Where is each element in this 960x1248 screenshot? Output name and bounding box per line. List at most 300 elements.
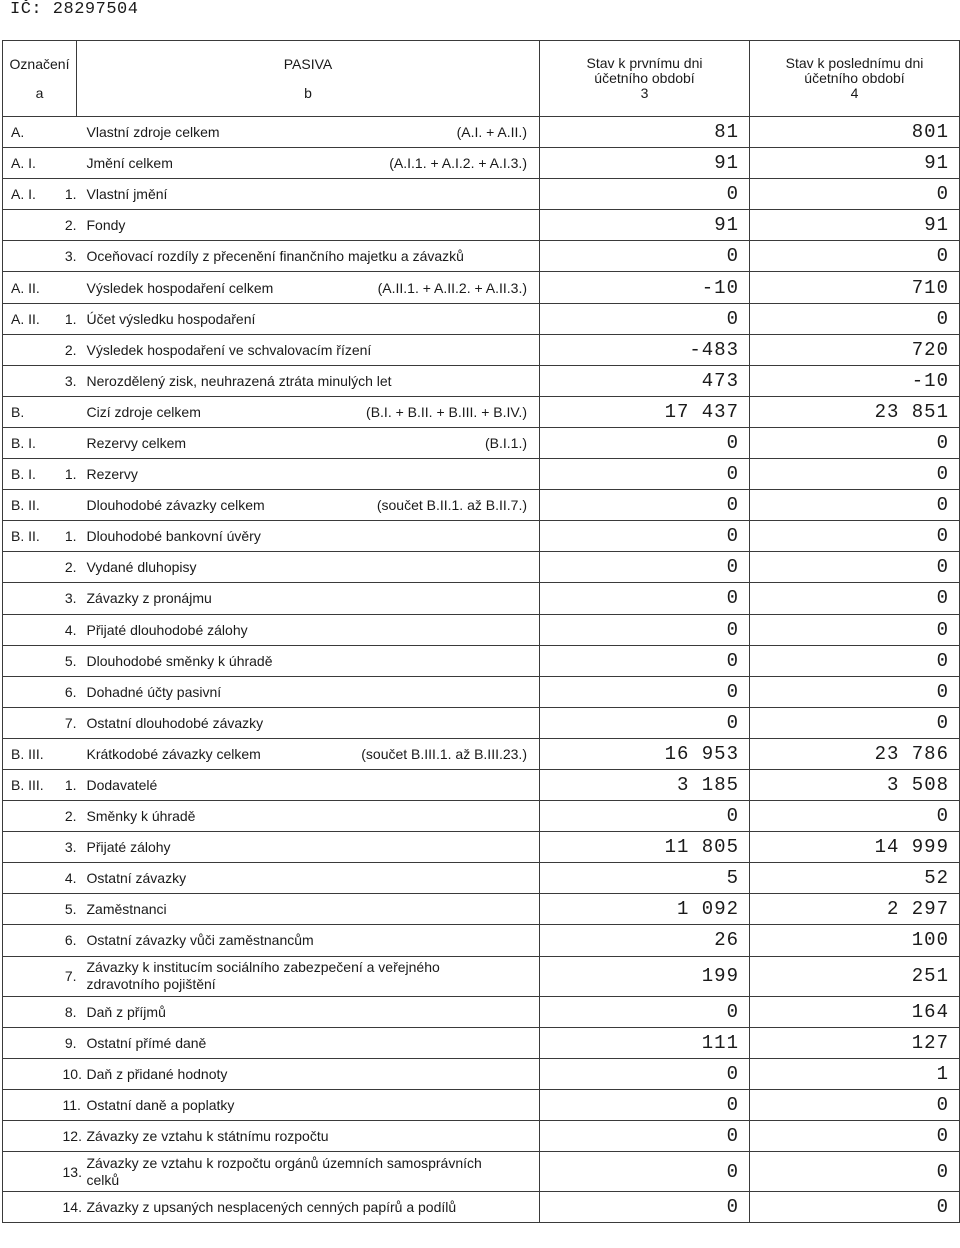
row-code-group xyxy=(3,968,63,984)
header-first-day xyxy=(540,41,750,117)
row-code-group xyxy=(3,1164,63,1180)
row-value-first-day: 91 xyxy=(540,148,750,179)
row-code-item: 3. xyxy=(64,839,77,856)
table-row xyxy=(3,552,960,583)
row-name: Ostatní závazky xyxy=(86,870,187,887)
row-value-first-day: -10 xyxy=(540,272,750,303)
row-code xyxy=(3,179,77,210)
row-value-last-day: 0 xyxy=(750,676,960,707)
row-value-first-day: 1 092 xyxy=(540,894,750,925)
row-value-first-day: 0 xyxy=(540,241,750,272)
row-value-last-day: 52 xyxy=(750,863,960,894)
row-label xyxy=(77,272,540,303)
table-row xyxy=(3,210,960,241)
table-row xyxy=(3,863,960,894)
table-row xyxy=(3,1192,960,1223)
row-code xyxy=(3,334,77,365)
row-value-first-day: 0 xyxy=(540,1089,750,1120)
row-value-last-day: 720 xyxy=(750,334,960,365)
row-code xyxy=(3,925,77,956)
row-code-item: 4. xyxy=(64,621,77,638)
row-code-item: 1. xyxy=(64,777,77,794)
row-code-item: 1. xyxy=(64,466,77,483)
row-label xyxy=(77,334,540,365)
row-code-group xyxy=(3,715,63,731)
row-value-last-day: 14 999 xyxy=(750,832,960,863)
row-value-last-day: 801 xyxy=(750,117,960,148)
table-row xyxy=(3,303,960,334)
row-label xyxy=(77,459,540,490)
row-code-group: B. I. xyxy=(11,434,36,451)
row-code xyxy=(3,956,77,996)
row-code xyxy=(3,1152,82,1192)
row-code xyxy=(3,894,77,925)
row-code xyxy=(3,148,77,179)
row-value-first-day: 0 xyxy=(540,490,750,521)
row-code-group xyxy=(3,653,63,669)
row-value-last-day: 0 xyxy=(750,801,960,832)
row-name: Jmění celkem xyxy=(86,155,173,172)
row-value-first-day: 11 805 xyxy=(540,832,750,863)
row-code xyxy=(3,832,77,863)
row-code-item: 1. xyxy=(64,186,77,203)
header-first-day-title: Stav k prvnímu dni účetního období xyxy=(586,55,703,86)
row-name: Rezervy xyxy=(86,466,138,483)
row-value-first-day: 199 xyxy=(540,956,750,996)
table-row xyxy=(3,676,960,707)
row-value-last-day: 0 xyxy=(750,303,960,334)
row-name: Účet výsledku hospodaření xyxy=(86,310,256,327)
table-row xyxy=(3,769,960,800)
row-value-first-day: 81 xyxy=(540,117,750,148)
row-code-item xyxy=(63,497,77,513)
row-name: Závazky z upsaných nesplacených cenných papírů a podílů xyxy=(86,1199,457,1216)
row-value-last-day: 0 xyxy=(750,427,960,458)
row-label xyxy=(77,490,540,521)
row-name: Výsledek hospodaření celkem xyxy=(86,279,274,296)
row-label xyxy=(77,894,540,925)
row-value-first-day: 0 xyxy=(540,1058,750,1089)
row-code-group: A. I. xyxy=(11,155,36,172)
row-value-last-day: 0 xyxy=(750,459,960,490)
row-code xyxy=(3,801,77,832)
row-label xyxy=(77,1058,540,1089)
row-code xyxy=(3,738,77,769)
row-value-first-day: 473 xyxy=(540,365,750,396)
row-name: Přijaté zálohy xyxy=(86,839,171,856)
table-row xyxy=(3,365,960,396)
row-code xyxy=(3,769,77,800)
row-code xyxy=(3,210,77,241)
row-label xyxy=(77,117,540,148)
row-value-first-day: 3 185 xyxy=(540,769,750,800)
row-value-first-day: 0 xyxy=(540,1192,750,1223)
row-label xyxy=(77,614,540,645)
table-row xyxy=(3,707,960,738)
row-value-last-day: 0 xyxy=(750,521,960,552)
row-name: Vlastní zdroje celkem xyxy=(86,124,220,141)
row-code-group xyxy=(3,932,63,948)
row-code xyxy=(3,1192,82,1223)
row-code-item: 11. xyxy=(62,1096,81,1113)
row-name: Dodavatelé xyxy=(86,777,158,794)
row-value-first-day: -483 xyxy=(540,334,750,365)
row-code xyxy=(3,1089,81,1120)
row-name: Závazky ze vztahu k rozpočtu orgánů územních samosprávních celků xyxy=(86,1154,482,1188)
row-label xyxy=(77,863,540,894)
row-code-item: 2. xyxy=(64,341,77,358)
table-row xyxy=(3,801,960,832)
row-name: Krátkodobé závazky celkem xyxy=(86,745,261,762)
table-row xyxy=(3,832,960,863)
row-name: Závazky ze vztahu k státnímu rozpočtu xyxy=(86,1127,329,1144)
row-value-first-day: 0 xyxy=(540,996,750,1027)
row-code-group xyxy=(3,590,63,606)
row-name: Ostatní přímé daně xyxy=(86,1034,207,1051)
row-formula: (B.I. + B.II. + B.III. + B.IV.) xyxy=(366,403,527,420)
row-name: Fondy xyxy=(86,217,126,234)
row-code-group xyxy=(3,1097,63,1113)
row-name: Závazky k institucím sociálního zabezpečení a veřejného zdravotního pojištění xyxy=(86,959,440,993)
row-value-last-day: 0 xyxy=(750,179,960,210)
row-label xyxy=(77,241,540,272)
row-formula: (součet B.III.1. až B.III.23.) xyxy=(361,745,527,762)
row-label xyxy=(77,645,540,676)
row-code-item xyxy=(63,435,77,451)
row-value-last-day: 23 786 xyxy=(750,738,960,769)
row-value-first-day: 16 953 xyxy=(540,738,750,769)
row-code-group xyxy=(3,559,63,575)
row-name: Dlouhodobé závazky celkem xyxy=(86,497,265,514)
row-value-first-day: 5 xyxy=(540,863,750,894)
row-code xyxy=(3,863,77,894)
table-row xyxy=(3,241,960,272)
header-liabilities xyxy=(77,41,540,117)
table-row xyxy=(3,956,960,996)
row-value-first-day: 0 xyxy=(540,303,750,334)
row-code xyxy=(3,614,77,645)
row-code xyxy=(3,1120,82,1151)
table-row xyxy=(3,583,960,614)
row-name: Ostatní závazky vůči zaměstnancům xyxy=(86,932,314,949)
table-row xyxy=(3,179,960,210)
row-code-group xyxy=(3,684,63,700)
row-code-group: B. II. xyxy=(11,497,40,514)
row-code xyxy=(3,396,77,427)
row-value-last-day: 127 xyxy=(750,1027,960,1058)
row-code-item: 2. xyxy=(64,808,77,825)
table-row xyxy=(3,1120,960,1151)
row-label xyxy=(77,179,540,210)
row-code-item: 12. xyxy=(62,1127,82,1144)
row-code xyxy=(3,427,77,458)
row-code-item: 1. xyxy=(64,528,77,545)
row-label xyxy=(77,1152,540,1192)
table-row xyxy=(3,894,960,925)
row-label xyxy=(77,552,540,583)
row-value-first-day: 0 xyxy=(540,801,750,832)
row-code-group: B. xyxy=(11,403,25,420)
row-label xyxy=(77,583,540,614)
row-value-last-day: 251 xyxy=(750,956,960,996)
row-name: Zaměstnanci xyxy=(86,901,167,918)
row-code xyxy=(3,552,77,583)
row-value-last-day: 0 xyxy=(750,645,960,676)
row-code-group: B. III. xyxy=(11,777,44,794)
row-value-last-day: 1 xyxy=(750,1058,960,1089)
row-value-first-day: 0 xyxy=(540,552,750,583)
row-value-last-day: 0 xyxy=(750,583,960,614)
row-value-last-day: 0 xyxy=(750,1120,960,1151)
row-code-item: 5. xyxy=(64,652,77,669)
row-label xyxy=(77,707,540,738)
row-label xyxy=(77,738,540,769)
row-code-item: 13. xyxy=(62,1163,82,1180)
row-value-first-day: 0 xyxy=(540,614,750,645)
row-value-first-day: 0 xyxy=(540,521,750,552)
row-code xyxy=(3,117,77,148)
row-value-first-day: 17 437 xyxy=(540,396,750,427)
row-value-first-day: 0 xyxy=(540,645,750,676)
row-value-last-day: 91 xyxy=(750,210,960,241)
row-code-group xyxy=(3,901,63,917)
row-name: Nerozdělený zisk, neuhrazená ztráta minulých let xyxy=(86,372,392,389)
row-code-group xyxy=(3,373,63,389)
row-code-item xyxy=(63,124,77,140)
table-row xyxy=(3,396,960,427)
row-formula: (A.I.1. + A.I.2. + A.I.3.) xyxy=(389,155,527,172)
row-code xyxy=(3,521,77,552)
row-label xyxy=(77,427,540,458)
row-label xyxy=(77,148,540,179)
row-code-group xyxy=(3,808,63,824)
row-name: Vydané dluhopisy xyxy=(86,559,197,576)
row-code-group: B. II. xyxy=(11,528,40,545)
row-code-item: 2. xyxy=(64,559,77,576)
row-label xyxy=(77,996,540,1027)
row-value-first-day: 111 xyxy=(540,1027,750,1058)
row-name: Oceňovací rozdíly z přecenění finančního majetku a závazků xyxy=(86,248,464,265)
row-code-item: 7. xyxy=(64,968,77,985)
header-last-day-sub: 4 xyxy=(850,85,859,101)
row-code-group xyxy=(3,1035,63,1051)
row-code xyxy=(3,1027,77,1058)
row-label xyxy=(77,1027,540,1058)
row-code xyxy=(3,490,77,521)
table-row xyxy=(3,521,960,552)
row-code-group: B. I. xyxy=(11,466,36,483)
row-formula: (součet B.II.1. až B.II.7.) xyxy=(376,497,527,514)
row-name: Daň z přidané hodnoty xyxy=(86,1065,228,1082)
row-name: Dlouhodobé směnky k úhradě xyxy=(86,652,273,669)
row-label xyxy=(77,521,540,552)
row-code xyxy=(3,676,77,707)
row-value-first-day: 0 xyxy=(540,1120,750,1151)
row-code-item: 6. xyxy=(64,683,77,700)
table-row xyxy=(3,925,960,956)
row-code-group: A. xyxy=(11,124,25,141)
row-value-first-day: 0 xyxy=(540,427,750,458)
row-name: Přijaté dlouhodobé zálohy xyxy=(86,621,248,638)
row-value-last-day: 0 xyxy=(750,1089,960,1120)
row-name: Dlouhodobé bankovní úvěry xyxy=(86,528,261,545)
table-row xyxy=(3,334,960,365)
row-label xyxy=(77,769,540,800)
row-name: Vlastní jmění xyxy=(86,186,168,203)
table-row xyxy=(3,645,960,676)
row-code-group xyxy=(3,248,63,264)
row-value-last-day: 100 xyxy=(750,925,960,956)
row-code-item xyxy=(63,155,77,171)
row-code-item: 1. xyxy=(64,310,77,327)
row-code-item: 5. xyxy=(64,901,77,918)
row-code xyxy=(3,996,77,1027)
header-designation-sub: a xyxy=(35,84,44,101)
table-row xyxy=(3,1152,960,1192)
row-code xyxy=(3,365,77,396)
row-code-item: 10. xyxy=(62,1065,82,1082)
row-code-group xyxy=(3,839,63,855)
row-name: Závazky z pronájmu xyxy=(86,590,212,607)
header-designation xyxy=(3,41,77,117)
row-value-first-day: 26 xyxy=(540,925,750,956)
row-code-item: 8. xyxy=(64,1003,77,1020)
row-name: Ostatní dlouhodobé závazky xyxy=(86,714,264,731)
row-name: Rezervy celkem xyxy=(86,434,187,451)
row-code-item: 7. xyxy=(64,714,77,731)
row-label xyxy=(77,1192,540,1223)
row-value-last-day: 0 xyxy=(750,490,960,521)
row-value-last-day: 23 851 xyxy=(750,396,960,427)
row-name: Ostatní daně a poplatky xyxy=(86,1096,235,1113)
balance-sheet-table xyxy=(2,40,960,1223)
row-code-item: 14. xyxy=(62,1199,82,1216)
table-row xyxy=(3,490,960,521)
table-row xyxy=(3,427,960,458)
row-code-group: A. II. xyxy=(11,279,40,296)
row-value-last-day: 0 xyxy=(750,1152,960,1192)
row-label xyxy=(77,1089,540,1120)
row-value-last-day: -10 xyxy=(750,365,960,396)
row-label xyxy=(77,956,540,996)
row-label xyxy=(77,801,540,832)
header-liabilities-sub: b xyxy=(304,84,312,101)
row-value-last-day: 0 xyxy=(750,1192,960,1223)
table-row xyxy=(3,117,960,148)
row-label xyxy=(77,832,540,863)
row-code-item: 3. xyxy=(64,248,77,265)
row-code-group xyxy=(3,1199,63,1215)
table-row xyxy=(3,459,960,490)
header-last-day-title: Stav k poslednímu dni účetního období xyxy=(785,55,924,86)
row-value-last-day: 0 xyxy=(750,707,960,738)
row-name: Daň z příjmů xyxy=(86,1003,166,1020)
row-value-last-day: 0 xyxy=(750,552,960,583)
row-code-group xyxy=(3,342,63,358)
row-formula: (B.I.1.) xyxy=(484,434,527,451)
row-formula: (A.I. + A.II.) xyxy=(456,124,527,141)
row-value-last-day: 164 xyxy=(750,996,960,1027)
table-row xyxy=(3,614,960,645)
row-value-last-day: 2 297 xyxy=(750,894,960,925)
row-code-group xyxy=(3,1004,63,1020)
row-code-group xyxy=(3,217,63,233)
header-liabilities-title: PASIVA xyxy=(283,55,333,72)
row-code xyxy=(3,241,77,272)
row-value-last-day: 0 xyxy=(750,241,960,272)
row-code-item: 3. xyxy=(64,372,77,389)
row-code-group: B. III. xyxy=(11,745,44,762)
row-label xyxy=(77,676,540,707)
company-id: IČ: 28297504 xyxy=(10,0,139,19)
table-row xyxy=(3,272,960,303)
row-code-group xyxy=(3,870,63,886)
row-value-first-day: 91 xyxy=(540,210,750,241)
header-row xyxy=(3,41,960,117)
table-row xyxy=(3,1027,960,1058)
header-first-day-sub: 3 xyxy=(640,85,649,101)
row-name: Směnky k úhradě xyxy=(86,808,196,825)
row-code-group xyxy=(3,1066,63,1082)
header-designation-title: Označení xyxy=(9,55,70,72)
row-value-first-day: 0 xyxy=(540,707,750,738)
row-code-item: 4. xyxy=(64,870,77,887)
row-label xyxy=(77,365,540,396)
row-code-group: A. I. xyxy=(11,186,36,203)
table-row xyxy=(3,996,960,1027)
row-code xyxy=(3,1058,82,1089)
row-code-item xyxy=(63,746,77,762)
table-row xyxy=(3,1058,960,1089)
row-value-first-day: 0 xyxy=(540,459,750,490)
row-value-last-day: 710 xyxy=(750,272,960,303)
row-name: Cizí zdroje celkem xyxy=(86,403,201,420)
row-formula: (A.II.1. + A.II.2. + A.II.3.) xyxy=(377,279,527,296)
row-label xyxy=(77,925,540,956)
row-code xyxy=(3,707,77,738)
row-code xyxy=(3,645,77,676)
row-label xyxy=(77,303,540,334)
row-value-first-day: 0 xyxy=(540,676,750,707)
row-code-item: 3. xyxy=(64,590,77,607)
row-value-last-day: 91 xyxy=(750,148,960,179)
table-row xyxy=(3,1089,960,1120)
row-code-group: A. II. xyxy=(11,310,40,327)
row-code-item xyxy=(63,404,77,420)
row-label xyxy=(77,1120,540,1151)
row-code xyxy=(3,272,77,303)
row-label xyxy=(77,396,540,427)
row-name: Výsledek hospodaření ve schvalovacím řízení xyxy=(86,341,372,358)
row-label xyxy=(77,210,540,241)
row-name: Dohadné účty pasivní xyxy=(86,683,222,700)
row-code-item: 9. xyxy=(64,1034,77,1051)
row-code xyxy=(3,459,77,490)
row-value-last-day: 3 508 xyxy=(750,769,960,800)
row-value-first-day: 0 xyxy=(540,179,750,210)
row-code xyxy=(3,583,77,614)
table-row xyxy=(3,148,960,179)
row-value-first-day: 0 xyxy=(540,1152,750,1192)
row-code-item: 2. xyxy=(64,217,77,234)
row-value-last-day: 0 xyxy=(750,614,960,645)
row-code-group xyxy=(3,1128,63,1144)
table-row xyxy=(3,738,960,769)
row-value-first-day: 0 xyxy=(540,583,750,614)
row-code xyxy=(3,303,77,334)
header-last-day xyxy=(750,41,960,117)
row-code-item: 6. xyxy=(64,932,77,949)
